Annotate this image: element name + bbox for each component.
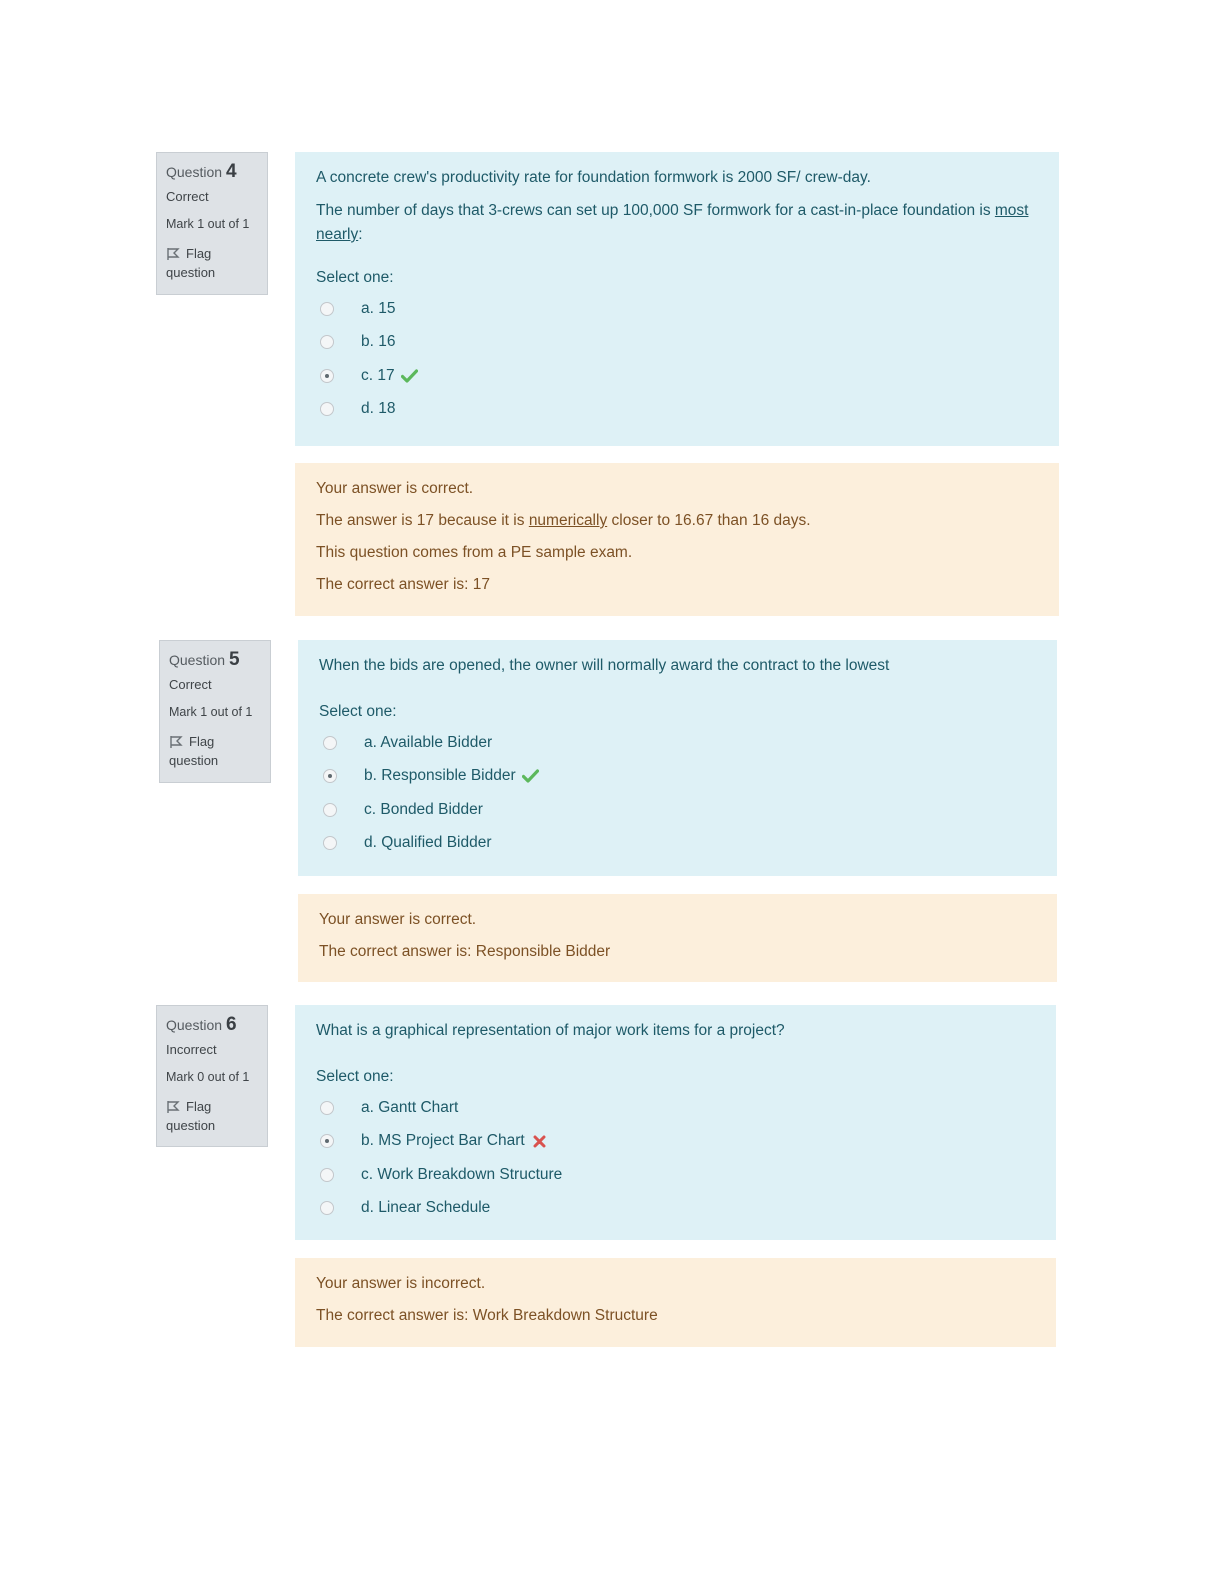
question-formulation (295, 152, 1059, 446)
answer-label: c. 17 (361, 366, 395, 384)
feedback-status: Your answer is correct. (319, 911, 477, 928)
radio-button[interactable] (320, 335, 334, 349)
answer-label: d. 18 (361, 400, 396, 418)
flag-icon (169, 735, 183, 749)
radio-button[interactable] (320, 1168, 334, 1182)
flag-label-2: question (166, 265, 216, 280)
question-number: 5 (228, 649, 240, 670)
answer-option[interactable] (319, 827, 1036, 861)
question-number-line (166, 161, 258, 183)
question-text-1: A concrete crew's productivity rate for foundation formwork is 2000 SF/ crew-day. (316, 169, 871, 186)
question-text-1: What is a graphical representation of major work items for a project? (316, 1022, 785, 1039)
answer-option[interactable] (316, 1158, 1035, 1192)
flag-label-2: question (169, 753, 219, 768)
radio-button[interactable] (320, 1201, 334, 1215)
flag-icon (166, 1100, 180, 1114)
radio-button[interactable] (323, 803, 337, 817)
radio-button[interactable] (320, 1101, 334, 1115)
question-text-2: The number of days that 3-crews can set up 100,000 SF formwork for a cast-in-place foundation is most nearly: (316, 202, 1029, 243)
question-info (159, 640, 271, 783)
flag-question-button[interactable] (169, 732, 261, 770)
flag-question-button[interactable] (166, 1097, 258, 1135)
flag-label-2: question (166, 1118, 216, 1133)
answer-option[interactable] (316, 326, 1038, 360)
answer-option[interactable] (319, 760, 1036, 794)
question-state: Incorrect (166, 1042, 217, 1057)
answer-label: a. 15 (361, 299, 396, 317)
right-answer: The correct answer is: Responsible Bidder (319, 943, 611, 960)
answer-label: d. Qualified Bidder (364, 834, 492, 852)
radio-button-selected[interactable] (320, 1134, 334, 1148)
answer-list (316, 1091, 1035, 1225)
answer-option[interactable] (316, 292, 1038, 326)
radio-button-selected[interactable] (320, 369, 334, 383)
answer-label: b. Responsible Bidder (364, 767, 516, 785)
question-number: 4 (225, 161, 237, 182)
flag-label: Flag (189, 734, 215, 749)
question-state: Correct (169, 677, 212, 692)
answer-label: d. Linear Schedule (361, 1199, 491, 1217)
question-label: Question (169, 652, 226, 668)
question-feedback (298, 894, 1057, 982)
radio-button[interactable] (323, 836, 337, 850)
question-grade: Mark 1 out of 1 (166, 217, 250, 231)
answer-label: c. Work Breakdown Structure (361, 1165, 563, 1183)
select-one-prompt: Select one: (319, 703, 397, 720)
answer-option[interactable] (316, 1192, 1035, 1226)
answer-option[interactable] (316, 1125, 1035, 1159)
feedback-explanation: The answer is 17 because it is numerically closer to 16.67 than 16 days. (316, 512, 811, 529)
answer-option[interactable] (319, 726, 1036, 760)
cross-icon (533, 1135, 546, 1148)
question-label: Question (166, 1017, 223, 1033)
radio-button[interactable] (323, 736, 337, 750)
answer-option[interactable] (316, 359, 1038, 393)
question-number-line (166, 1014, 258, 1036)
select-one-prompt: Select one: (316, 1068, 394, 1085)
question-state: Correct (166, 189, 209, 204)
feedback-status: Your answer is incorrect. (316, 1275, 486, 1292)
question-info (156, 152, 268, 295)
question-info (156, 1005, 268, 1147)
flag-question-button[interactable] (166, 244, 258, 282)
question-grade: Mark 1 out of 1 (169, 705, 253, 719)
answer-list (316, 292, 1038, 426)
question-formulation (298, 640, 1057, 876)
question-feedback (295, 463, 1059, 616)
question-label: Question (166, 164, 223, 180)
check-icon (401, 369, 418, 383)
flag-label: Flag (186, 246, 212, 261)
question-number-line (169, 649, 261, 671)
radio-button[interactable] (320, 302, 334, 316)
answer-label: a. Available Bidder (364, 733, 493, 751)
answer-list (319, 726, 1036, 860)
right-answer: The correct answer is: Work Breakdown Structure (316, 1307, 658, 1324)
right-answer: The correct answer is: 17 (316, 576, 491, 593)
radio-button-selected[interactable] (323, 769, 337, 783)
feedback-source: This question comes from a PE sample exam. (316, 544, 633, 561)
question-grade: Mark 0 out of 1 (166, 1070, 250, 1084)
flag-label: Flag (186, 1099, 212, 1114)
question-feedback (295, 1258, 1056, 1347)
flag-icon (166, 247, 180, 261)
feedback-status: Your answer is correct. (316, 480, 474, 497)
answer-label: b. 16 (361, 333, 396, 351)
question-formulation (295, 1005, 1056, 1240)
answer-label: b. MS Project Bar Chart (361, 1132, 525, 1150)
answer-option[interactable] (316, 393, 1038, 427)
radio-button[interactable] (320, 402, 334, 416)
answer-label: a. Gantt Chart (361, 1098, 459, 1116)
question-text-1: When the bids are opened, the owner will normally award the contract to the lowest (319, 657, 890, 674)
answer-label: c. Bonded Bidder (364, 800, 483, 818)
check-icon (522, 769, 539, 783)
answer-option[interactable] (316, 1091, 1035, 1125)
answer-option[interactable] (319, 793, 1036, 827)
question-number: 6 (225, 1014, 237, 1035)
select-one-prompt: Select one: (316, 269, 394, 286)
